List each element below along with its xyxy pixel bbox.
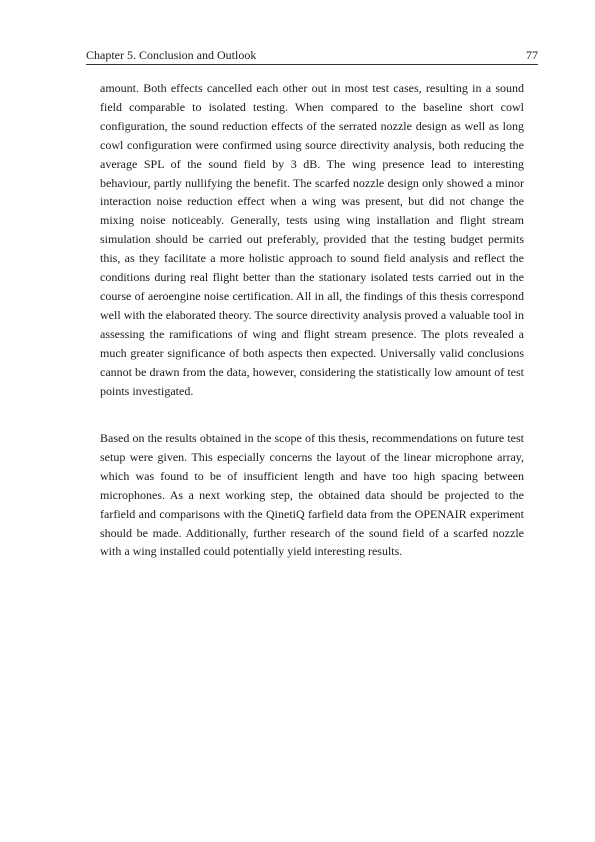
chapter-title: Chapter 5. Conclusion and Outlook: [86, 48, 257, 62]
page-number: 77: [526, 48, 538, 62]
body-paragraph-1: amount. Both effects cancelled each other out in most test cases, resulting in a sound field comparable to isolated testing. When compared to the baseline short cowl configuration, the sound reduction effects of the serrated nozzle design as well as long cowl configuration were confirmed using source directivity analysis, both reducing the average SPL of the sound field by 3 dB. The wing presence lead to interesting behaviour, partly nullifying the benefit. The scarfed nozzle design only showed a minor interaction noise reduction effect when a wing was present, but did not change the mixing noise noticeably. Generally, tests using wing installation and flight stream simulation should be carried out preferably, provided that the testing budget permits this, as they facilitate a more holistic approach to sound field analysis and reflect the conditions during real flight better than the stationary isolated tests carried out in the course of aeroengine noise certification. All in all, the findings of this thesis correspond well with the elaborated theory. The source directivity analysis proved a valuable tool in assessing the ramifications of wing and flight stream presence. The plots revealed a much greater significance of both aspects then expected. Universally valid conclusions cannot be drawn from the data, however, considering the statistically low amount of test points investigated.: [100, 81, 524, 398]
body-paragraph-2: Based on the results obtained in the scope of this thesis, recommendations on future test setup were given. This especially concerns the layout of the linear microphone array, which was found to be of insufficient length and have too high spacing between microphones. As a next working step, the obtained data should be projected to the farfield and comparisons with the QinetiQ farfield data from the OPENAIR experiment should be made. Additionally, further research of the sound field of a scarfed nozzle with a wing installed could potentially yield interesting results.: [100, 431, 524, 559]
running-header: [86, 47, 538, 63]
header-rule: [86, 64, 538, 65]
